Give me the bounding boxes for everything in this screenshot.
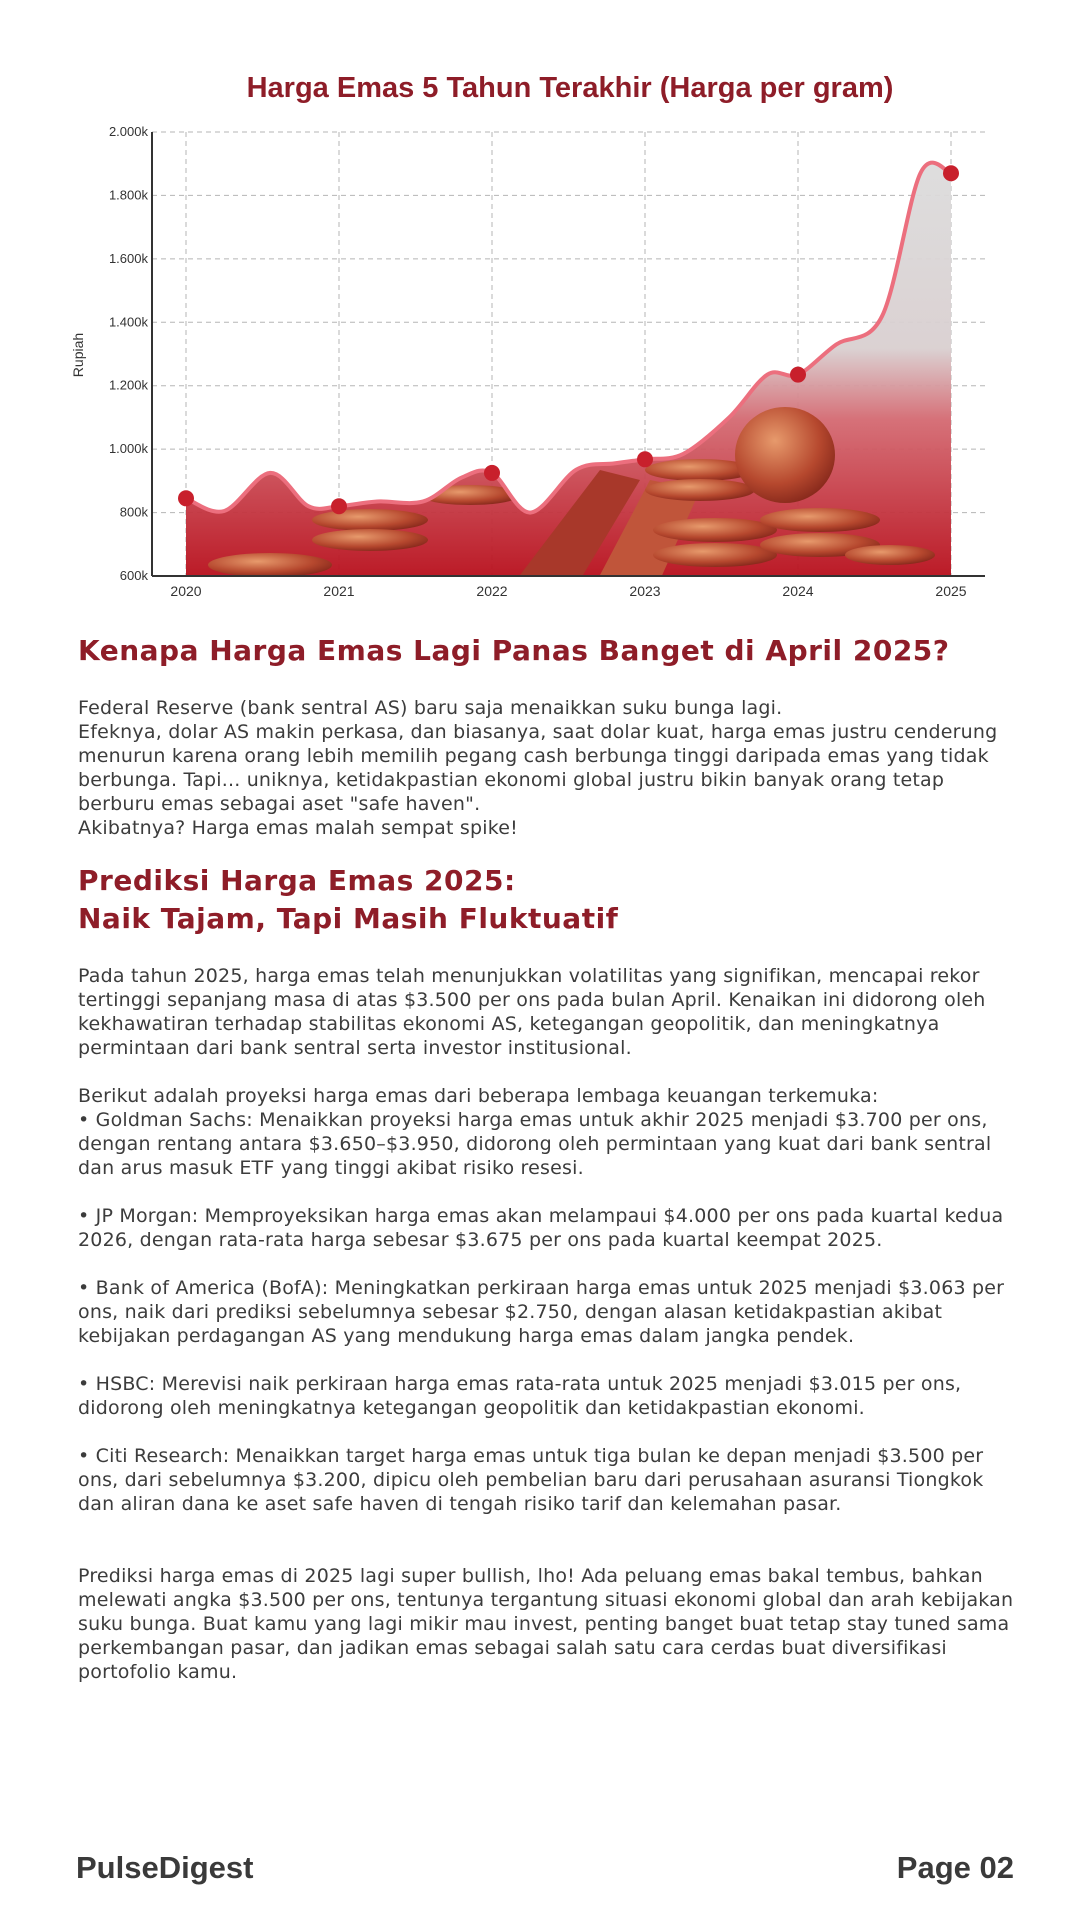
x-tick-label: 2023: [629, 583, 661, 599]
forecast-item-goldman: • Goldman Sachs: Menaikkan proyeksi harga emas untuk akhir 2025 menjadi $3.700 per ons, dengan rentang antara $3.650–$3.950, didorong oleh permintaan yang kuat dari bank sentral dan arus masuk ETF yang tinggi akibat risiko resesi.: [78, 1109, 992, 1179]
y-tick-label: 1.600k: [108, 250, 148, 266]
section2-paragraph: Pada tahun 2025, harga emas telah menunjukkan volatilitas yang signifikan, mencapai rekor tertinggi sepanjang masa di atas $3.500 per ons pada bulan April. Kenaikan ini didorong oleh kekhawatiran terhadap stabilitas ekonomi AS, ketegangan geopolitik, dan meningkatnya permintaan dari bank sentral serta investor institusional.: [78, 965, 986, 1059]
y-tick-label: 1.000k: [108, 441, 148, 457]
section1-line: Efeknya, dolar AS makin perkasa, dan biasanya, saat dolar kuat, harga emas justru cenderung menurun karena orang lebih memilih pegang cash berbunga tinggi daripada emas yang tidak berbunga. Tapi... uniknya, ketidakpastian ekonomi global justru bikin banyak orang tetap berburu emas sebagai aset "safe haven".: [78, 721, 998, 815]
x-tick-label: 2024: [782, 583, 814, 599]
data-point-2020: [178, 490, 194, 506]
section1-line: Akibatnya? Harga emas malah sempat spike!: [78, 817, 518, 839]
y-tick-label: 800k: [119, 504, 148, 520]
data-point-2024: [790, 367, 806, 383]
forecast-list-intro: Berikut adalah proyeksi harga emas dari beberapa lembaga keuangan terkemuka:: [78, 1085, 879, 1107]
x-tick-label: 2022: [476, 583, 508, 599]
y-tick-label: 1.800k: [108, 187, 148, 203]
x-tick-label: 2020: [170, 583, 202, 599]
data-point-2022: [484, 465, 500, 481]
chart-canvas: [0, 0, 1080, 620]
forecast-item-citi: • Citi Research: Menaikkan target harga emas untuk tiga bulan ke depan menjadi $3.500 per ons, dari sebelumnya $3.200, dipicu oleh pembelian baru dari perusahaan asuransi Tiongkok dan aliran dana ke aset safe haven di tengah risiko tarif dan kelemahan pasar.: [78, 1445, 984, 1515]
gold-price-chart: [0, 0, 1080, 620]
section1-line: Federal Reserve (bank sentral AS) baru saja menaikkan suku bunga lagi.: [78, 697, 783, 719]
section1-paragraph: [78, 696, 1018, 840]
closing-paragraph: Prediksi harga emas di 2025 lagi super bullish, lho! Ada peluang emas bakal tembus, bahkan melewati angka $3.500 per ons, tentunya tergantung situasi ekonomi global dan arah kebijakan suku bunga. Buat kamu yang lagi mikir mau invest, penting banget buat tetap stay tuned sama perkembangan pasar, dan jadikan emas sebagai salah satu cara cerdas buat diversifikasi portofolio kamu.: [78, 1565, 1014, 1683]
page-number: Page 02: [896, 1850, 1014, 1885]
section2-heading-line2: Naik Tajam, Tapi Masih Fluktuatif: [78, 902, 619, 935]
article-body: [78, 632, 1018, 1684]
y-tick-label: 2.000k: [108, 124, 148, 139]
x-tick-label: 2021: [323, 583, 355, 599]
section2-heading: [78, 862, 1018, 938]
y-tick-label: 1.200k: [108, 377, 148, 393]
chart-title: Harga Emas 5 Tahun Terakhir (Harga per gram): [246, 72, 894, 104]
y-axis-label: Rupiah: [70, 332, 86, 378]
y-tick-label: 1.400k: [108, 314, 148, 330]
section2-heading-line1: Prediksi Harga Emas 2025:: [78, 864, 516, 897]
y-tick-label: 600k: [119, 568, 148, 583]
forecast-item-hsbc: • HSBC: Merevisi naik perkiraan harga emas rata-rata untuk 2025 menjadi $3.015 per ons, didorong oleh meningkatnya ketegangan geopolitik dan ketidakpastian ekonomi.: [78, 1373, 962, 1419]
forecast-item-jpmorgan: • JP Morgan: Memproyeksikan harga emas akan melampaui $4.000 per ons pada kuartal kedua 2026, dengan rata-rata harga sebesar $3.675 per ons pada kuartal keempat 2025.: [78, 1205, 1004, 1251]
section1-heading: Kenapa Harga Emas Lagi Panas Banget di April 2025?: [78, 634, 950, 667]
data-point-2025: [943, 165, 959, 181]
x-tick-label: 2025: [935, 583, 967, 599]
data-point-2023: [637, 451, 653, 467]
forecast-item-bofa: • Bank of America (BofA): Meningkatkan perkiraan harga emas untuk 2025 menjadi $3.063 per ons, naik dari prediksi sebelumnya sebesar $2.750, dengan alasan ketidakpastian akibat kebijakan perdagangan AS yang mendukung harga emas dalam jangka pendek.: [78, 1277, 1005, 1347]
brand-logo: PulseDigest: [76, 1850, 254, 1885]
data-point-2021: [331, 498, 347, 514]
